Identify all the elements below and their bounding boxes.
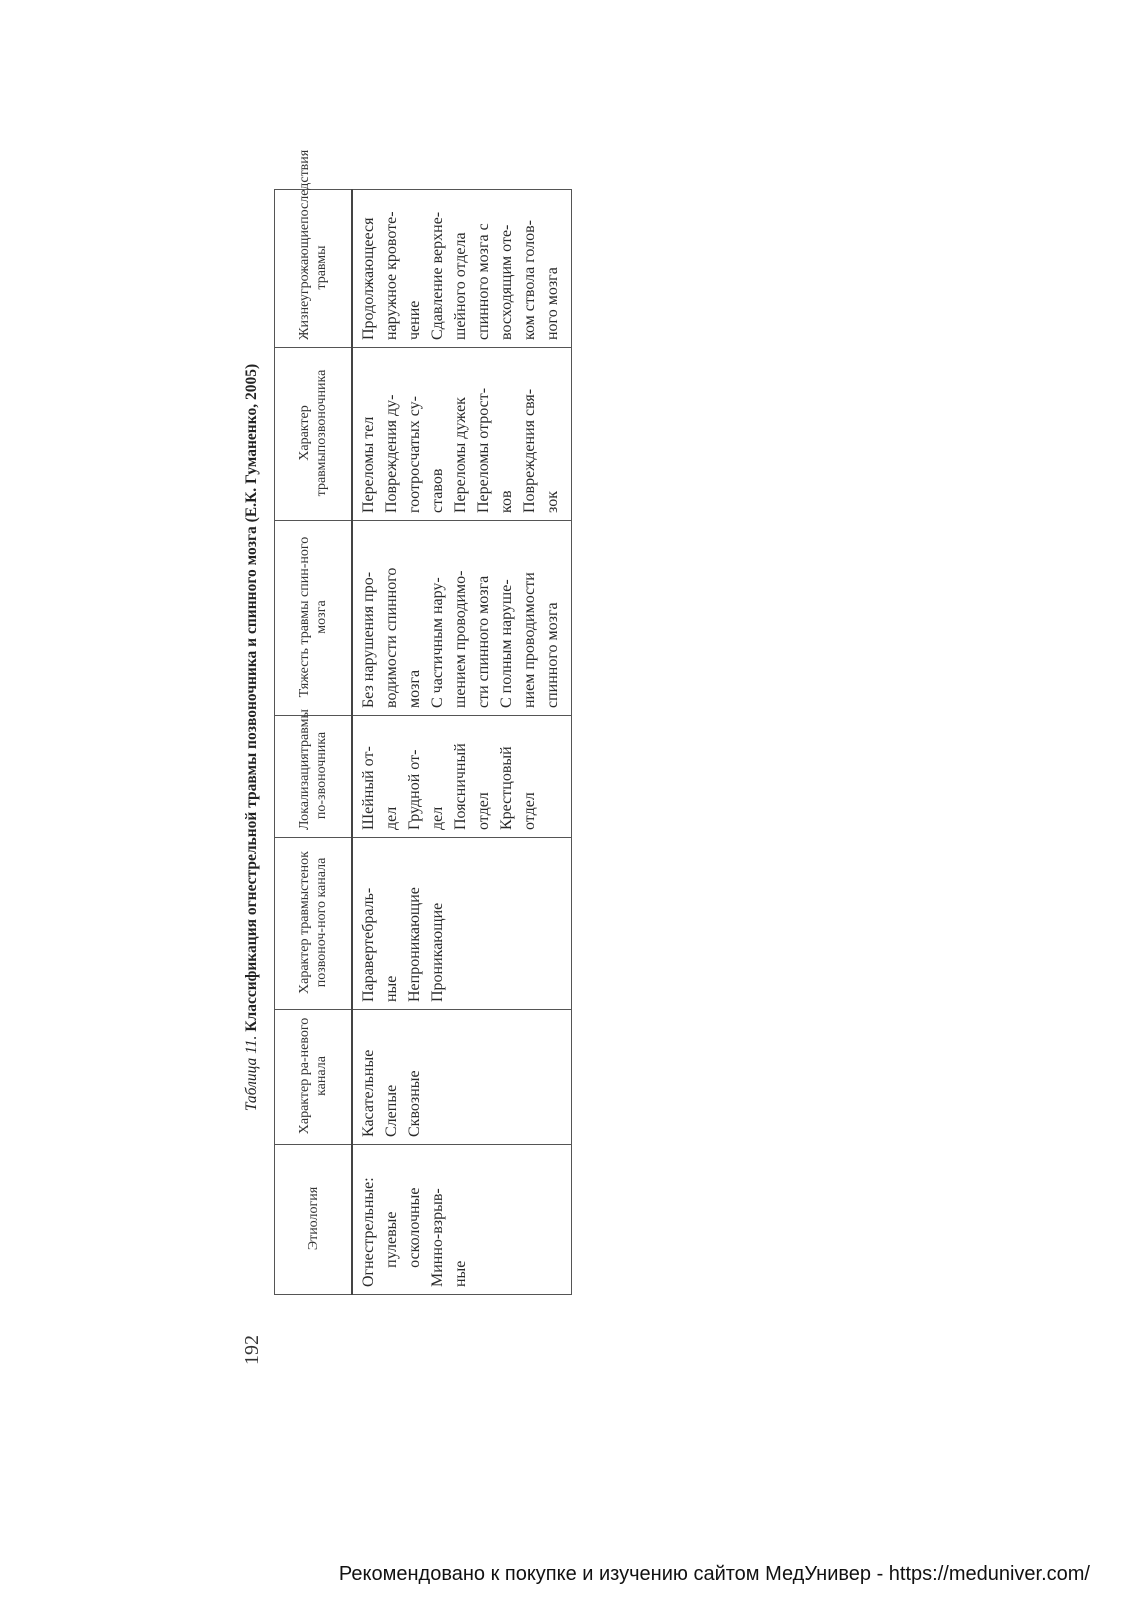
cell-line: ставов bbox=[429, 468, 446, 513]
cell-line: Проникающие bbox=[429, 902, 446, 1002]
cell-line: Этиология bbox=[305, 1186, 321, 1251]
page-number: 192 bbox=[241, 1335, 263, 1365]
cell-line: Крестцовый bbox=[498, 746, 515, 830]
cell-line: ков bbox=[498, 490, 515, 513]
cell-line: спинного мозга с bbox=[475, 223, 492, 340]
cell-line: Характер травмы bbox=[297, 890, 312, 994]
header-cell bbox=[275, 709, 353, 838]
cell-line: Паравертебраль- bbox=[360, 887, 377, 1002]
table-cell bbox=[352, 1010, 572, 1145]
cell-line: ком ствола голов- bbox=[521, 219, 538, 340]
cell-line: стенок позвоноч- bbox=[297, 851, 329, 988]
table-cell bbox=[352, 716, 572, 838]
cell-line: зок bbox=[544, 491, 561, 513]
cell-line: Продолжающееся bbox=[360, 217, 377, 340]
table-header-row bbox=[275, 190, 353, 1295]
table-cell bbox=[352, 838, 572, 1010]
header-cell bbox=[275, 348, 353, 521]
cell-line: отдел bbox=[521, 792, 538, 830]
table-cell bbox=[352, 521, 572, 716]
cell-line: Переломы отрост- bbox=[475, 387, 492, 513]
table-cell bbox=[352, 1145, 572, 1295]
cell-line: гоотросчатых су- bbox=[406, 395, 423, 513]
cell-line: дел bbox=[383, 806, 400, 830]
cell-line: Сквозные bbox=[406, 1070, 423, 1137]
cell-line: С частичным нару- bbox=[429, 577, 446, 708]
cell-line: Поясничный bbox=[452, 743, 469, 830]
cell-line: пулевые bbox=[383, 1211, 400, 1268]
table-row bbox=[352, 190, 572, 1295]
header-cell bbox=[275, 521, 353, 716]
cell-line: Локализация bbox=[297, 753, 312, 830]
caption-title: Классификация огнестрельной травмы позвоночника и спинного мозга (Е.К. Гуманенко, 2005) bbox=[243, 363, 260, 1032]
cell-line: Повреждения свя- bbox=[521, 388, 538, 513]
cell-line: Сдавление верхне- bbox=[429, 211, 446, 340]
cell-line: осколочные bbox=[406, 1187, 423, 1268]
cell-line: Непроникающие bbox=[406, 887, 423, 1002]
cell-line: Характер травмы bbox=[297, 405, 329, 497]
table-cell bbox=[352, 348, 572, 521]
cell-line: травмы по- bbox=[297, 709, 329, 820]
cell-line: невого канала bbox=[297, 1017, 329, 1096]
cell-line: позвоночника bbox=[314, 369, 329, 453]
table-caption bbox=[240, 185, 264, 1290]
header-cell bbox=[275, 1010, 353, 1145]
cell-line: чение bbox=[406, 300, 423, 340]
cell-line: сти спинного мозга bbox=[475, 575, 492, 708]
cell-line: ного мозга bbox=[297, 536, 329, 634]
cell-line: Переломы тел bbox=[360, 416, 377, 513]
header-cell bbox=[275, 149, 353, 348]
cell-line: Огнестрельные: bbox=[360, 1177, 377, 1287]
cell-line: Минно-взрыв- bbox=[429, 1188, 446, 1287]
cell-line: последствия травмы bbox=[297, 149, 329, 290]
cell-line: С полным наруше- bbox=[498, 579, 515, 708]
cell-line: Касательные bbox=[360, 1049, 377, 1137]
cell-line: Жизнеугрожающие bbox=[297, 223, 312, 340]
header-cell bbox=[275, 838, 353, 1010]
cell-line: наружное кровоте- bbox=[383, 211, 400, 340]
cell-line: нием проводимости bbox=[521, 572, 538, 708]
rotated-table-block bbox=[240, 149, 585, 1365]
cell-line: шением проводимо- bbox=[452, 570, 469, 708]
cell-line: Без нарушения про- bbox=[360, 571, 377, 708]
classification-table-wrap bbox=[274, 149, 572, 1295]
cell-line: отдел bbox=[475, 792, 492, 830]
cell-line: ные bbox=[452, 1260, 469, 1287]
cell-line: звоночника bbox=[314, 731, 329, 800]
footer-watermark: Рекомендовано к покупке и изучению сайтом МедУнивер - https://meduniver.com/ bbox=[338, 1563, 1090, 1585]
cell-line: спинного мозга bbox=[544, 602, 561, 708]
classification-table bbox=[274, 149, 572, 1295]
cell-line: Переломы дужек bbox=[452, 397, 469, 513]
cell-line: ные bbox=[383, 975, 400, 1002]
cell-line: Характер ра- bbox=[297, 1057, 312, 1135]
cell-line: мозга bbox=[406, 669, 423, 708]
cell-line: ного мозга bbox=[544, 267, 561, 340]
caption-label: Таблица 11. bbox=[243, 1035, 260, 1112]
cell-line: шейного отдела bbox=[452, 232, 469, 340]
cell-line: восходящим оте- bbox=[498, 224, 515, 340]
cell-line: Слепые bbox=[383, 1084, 400, 1137]
cell-line: ного канала bbox=[314, 857, 329, 928]
cell-line: Грудной от- bbox=[406, 749, 423, 830]
cell-line: водимости спинного bbox=[383, 567, 400, 708]
cell-line: дел bbox=[429, 806, 446, 830]
cell-line: Шейный от- bbox=[360, 746, 377, 830]
cell-line: Тяжесть травмы спин- bbox=[297, 563, 312, 698]
header-cell bbox=[275, 1145, 353, 1295]
table-cell bbox=[352, 190, 572, 348]
cell-line: Повреждения ду- bbox=[383, 394, 400, 513]
